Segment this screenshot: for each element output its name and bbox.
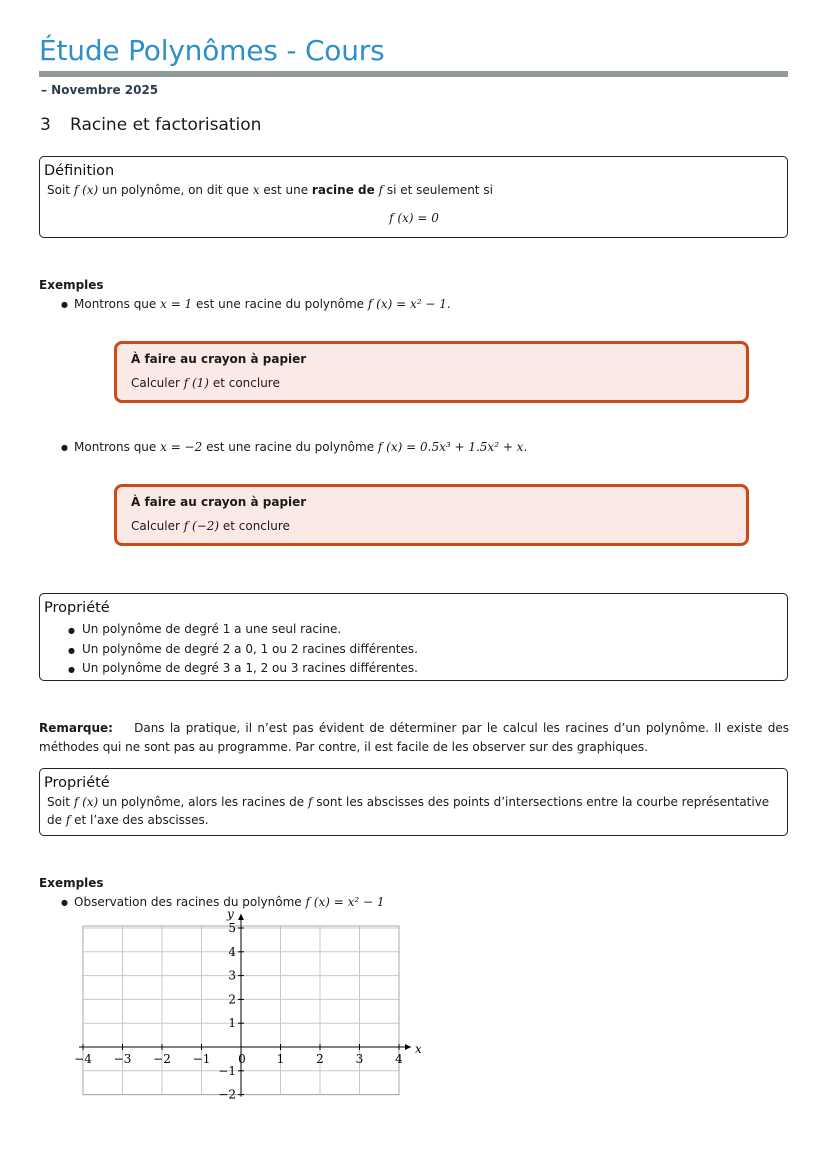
def-text-3: est une	[259, 183, 312, 197]
definition-box	[39, 156, 788, 238]
y-tick-label: 1	[228, 1016, 236, 1031]
pencil-box-1	[114, 341, 749, 403]
title-rule	[39, 71, 788, 77]
pencil-box-2	[114, 484, 749, 546]
pencil-text-2	[131, 519, 746, 533]
x-tick-label: −3	[113, 1052, 132, 1066]
ex1-pre: Montrons que	[74, 297, 161, 311]
pencil1-pre: Calculer	[131, 376, 184, 390]
y-tick-label: 3	[228, 968, 236, 983]
y-tick-label: −2	[218, 1087, 236, 1102]
section-number: 3	[40, 115, 51, 135]
examples-heading-2: Exemples	[39, 876, 104, 890]
pencil1-post: et conclure	[209, 376, 280, 390]
def-bold: racine de	[311, 183, 375, 197]
property-item: ● Un polynôme de degré 3 a 1, 2 ou 3 racines différentes.	[82, 659, 787, 679]
y-arrow-icon	[238, 914, 244, 920]
y-axis-label: y	[227, 908, 234, 921]
p2-mid: un polynôme, alors les racines de	[98, 795, 308, 809]
pencil-title-2: À faire au crayon à papier	[131, 495, 307, 509]
def-text-4: si et seulement si	[383, 183, 493, 197]
def-fx: f (x)	[73, 183, 99, 197]
ticks	[74, 908, 422, 1102]
pencil2-pre: Calculer	[131, 519, 184, 533]
ex2-eq: x = −2	[160, 440, 203, 454]
ex1-eq: x = 1	[160, 297, 193, 311]
x-axis-label: x	[415, 1042, 422, 1056]
property-item: ● Un polynôme de degré 1 a une seul racine.	[82, 620, 787, 640]
page-title: Étude Polynômes - Cours	[39, 34, 385, 67]
y-tick-label: 5	[228, 921, 236, 935]
pencil-text-1	[131, 376, 746, 390]
ex2-pre: Montrons que	[74, 440, 161, 454]
x-tick-label: 3	[355, 1052, 364, 1066]
pencil-title-1: À faire au crayon à papier	[131, 352, 307, 366]
x-tick-label: 0	[238, 1052, 246, 1066]
p2-fx: f (x)	[73, 795, 99, 809]
x-arrow-icon	[405, 1044, 411, 1050]
p2-f: f	[308, 795, 313, 809]
p2-f2: f	[65, 813, 71, 827]
pencil1-expr: f (1)	[183, 376, 209, 390]
x-tick-label: −1	[192, 1052, 211, 1066]
property-box-1	[39, 593, 788, 681]
example-item-2	[74, 440, 527, 454]
x-tick-label: 2	[316, 1052, 324, 1066]
def-text-2: un polynôme, on dit que	[98, 183, 253, 197]
definition-text	[47, 181, 781, 199]
remark-text: Dans la pratique, il n’est pas évident de déterminer par le calcul les racines d’un polynôme. Il existe des méthodes qui ne sont pas au programme. Par contre, il est facile de les observer sur des graphiques.	[39, 721, 789, 754]
ex3-poly: f (x) = x² − 1	[305, 895, 385, 909]
ex2-poly: f (x) = 0.5x³ + 1.5x² + x.	[377, 440, 528, 454]
property-title-1: Propriété	[44, 600, 110, 616]
y-tick-label: −1	[218, 1063, 236, 1078]
def-f: f	[378, 183, 384, 197]
y-tick-label: 2	[228, 992, 236, 1007]
x-tick-label: −4	[74, 1052, 92, 1066]
pencil2-post: et conclure	[219, 519, 290, 533]
property-item: ● Un polynôme de degré 2 a 0, 1 ou 2 racines différentes.	[82, 640, 787, 660]
definition-equation: f (x) = 0	[389, 211, 439, 225]
property-list	[40, 620, 787, 679]
x-tick-label: 4	[395, 1052, 403, 1066]
ex3-pre: Observation des racines du polynôme	[74, 895, 306, 909]
x-tick-label: −2	[153, 1052, 171, 1066]
section-title: Racine et factorisation	[70, 115, 262, 135]
remark-label: Remarque:	[39, 721, 113, 735]
def-x: x	[252, 183, 260, 197]
pencil2-expr: f (−2)	[183, 519, 220, 533]
def-text-1: Soit	[47, 183, 74, 197]
property-box-2	[39, 768, 788, 836]
ex1-poly: f (x) = x² − 1.	[367, 297, 451, 311]
ex1-mid: est une racine du polynôme	[192, 297, 368, 311]
ex2-mid: est une racine du polynôme	[202, 440, 378, 454]
p2-pre: Soit	[47, 795, 74, 809]
property-title-2: Propriété	[44, 775, 110, 791]
remark	[39, 719, 789, 757]
y-tick-label: 4	[228, 944, 236, 959]
graph-axes	[70, 908, 430, 1108]
definition-title: Définition	[44, 163, 115, 179]
example-item-3	[74, 895, 384, 909]
page-date: – Novembre 2025	[41, 83, 159, 97]
x-tick-label: 1	[276, 1052, 285, 1066]
examples-heading-1: Exemples	[39, 278, 104, 292]
property-text-2	[47, 793, 781, 829]
p2-mid2: sont les abscisses des points d’intersections entre la courbe représentative de	[47, 795, 770, 827]
p2-end: et l’axe des abscisses.	[70, 813, 209, 827]
section-heading	[40, 115, 261, 135]
example-item-1	[74, 297, 451, 311]
axes	[79, 914, 411, 1097]
